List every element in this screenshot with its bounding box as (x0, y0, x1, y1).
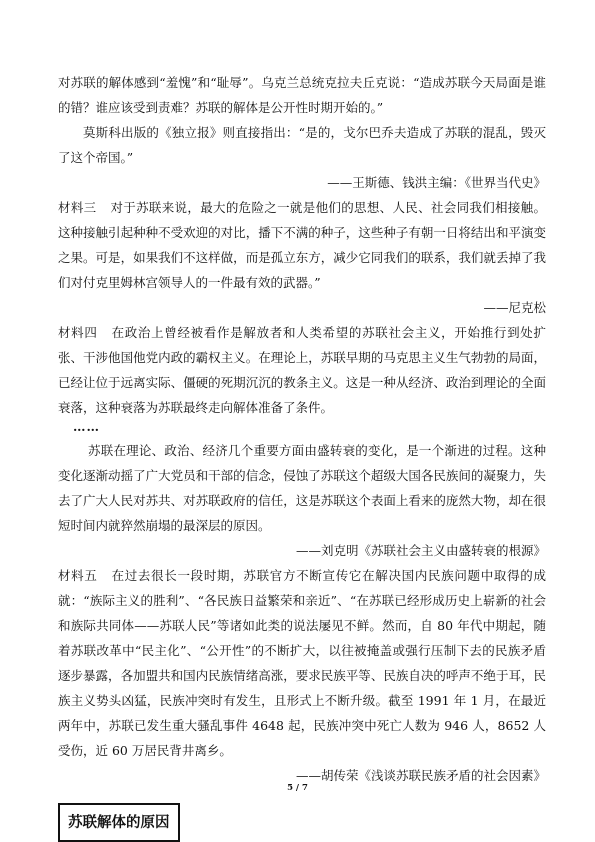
material-5-label: 材料五 (58, 568, 98, 583)
material-4-text: 在政治上曾经被看作是解放者和人类希望的苏联社会主义，开始推行到处扩张、干涉他国他党内政的霸权主义。在理论上，苏联早期的马克思主义生气勃勃的局面，已经让位于远离实际、僵硬的死期沉沉的教条主义。这是一种从经济、政治到理论的全面衰落，这种衰落为苏联最终走向解体准备了条件。 (58, 325, 546, 415)
material-5-text: 在过去很长一段时期，苏联官方不断宣传它在解决国内民族问题中取得的成就：“族际主义的胜利”、“各民族日益繁荣和亲近”、“在苏联已经形成历史上崭新的社会和族际共同体——苏联人民”等诸如此类的说法屡见不鲜。然而，自 80 年代中期起，随着苏联改革中“民主化”、“公开性”的不断扩大，以往被掩盖或强行压制下去的民族矛盾逐步暴露，各加盟共和国内民族情绪高涨，要求民族平等、民族自决的呼声不绝于耳，民族主义势头凶猛，民族冲突时有发生，且形式上不断升级。截至 1991 年 1 月，在最近两年中，苏联已发生重大骚乱事件 4648 起，民族冲突中死亡人数为 946 人，8652 人受伤，近 60 万居民背井离乡。 (58, 568, 546, 758)
source-3: ——尼克松 (483, 300, 546, 315)
source-5: ——胡传荣《浅谈苏联民族矛盾的社会因素》 (295, 768, 546, 783)
source-2: ——王斯德、钱洪主编：《世界当代史》 (327, 175, 546, 190)
paragraph-2: 莫斯科出版的《独立报》则直接指出：“是的，戈尔巴乔夫造成了苏联的混乱，毁灭了这个帝国。” (58, 125, 546, 165)
material-4 (58, 320, 546, 420)
source-4: ——刘克明《苏联社会主义由盛转衰的根源》 (295, 543, 546, 558)
paragraph-4b: 苏联在理论、政治、经济几个重要方面由盛转衰的变化，是一个渐进的过程。这种变化逐渐动摇了广大党员和干部的信念，侵蚀了苏联这个超级大国各民族间的凝聚力，失去了广大人民对苏共、对苏联政府的信任，这是苏联这个表面上看来的庞然大物，却在很短时间内就猝然崩塌的最深层的原因。 (58, 443, 546, 533)
material-3-label: 材料三 (58, 200, 97, 215)
material-4-label: 材料四 (58, 325, 98, 340)
ellipsis: …… (73, 419, 100, 434)
material-3 (58, 195, 546, 295)
material-3-text: 对于苏联来说，最大的危险之一就是他们的思想、人民、社会同我们相接触。这种接触引起种种不受欢迎的对比，播下不满的种子，这些种子有朝一日将结出和平演变之果。可是，如果我们不这样做，而是孤立东方，减少它同我们的联系，我们就丢掉了我们对付克里姆林宫领导人的一件最有效的武器。” (58, 200, 546, 290)
document-body (58, 70, 546, 842)
material-5 (58, 563, 546, 763)
section-heading: 苏联解体的原因 (58, 803, 180, 842)
page-number: 5 / 7 (287, 783, 308, 793)
paragraph-1: 对苏联的解体感到“羞愧”和“耻辱”。乌克兰总统克拉夫丘克说：“造成苏联今天局面是谁的错？谁应该受到责难？苏联的解体是公开性时期开始的。” (58, 75, 546, 115)
